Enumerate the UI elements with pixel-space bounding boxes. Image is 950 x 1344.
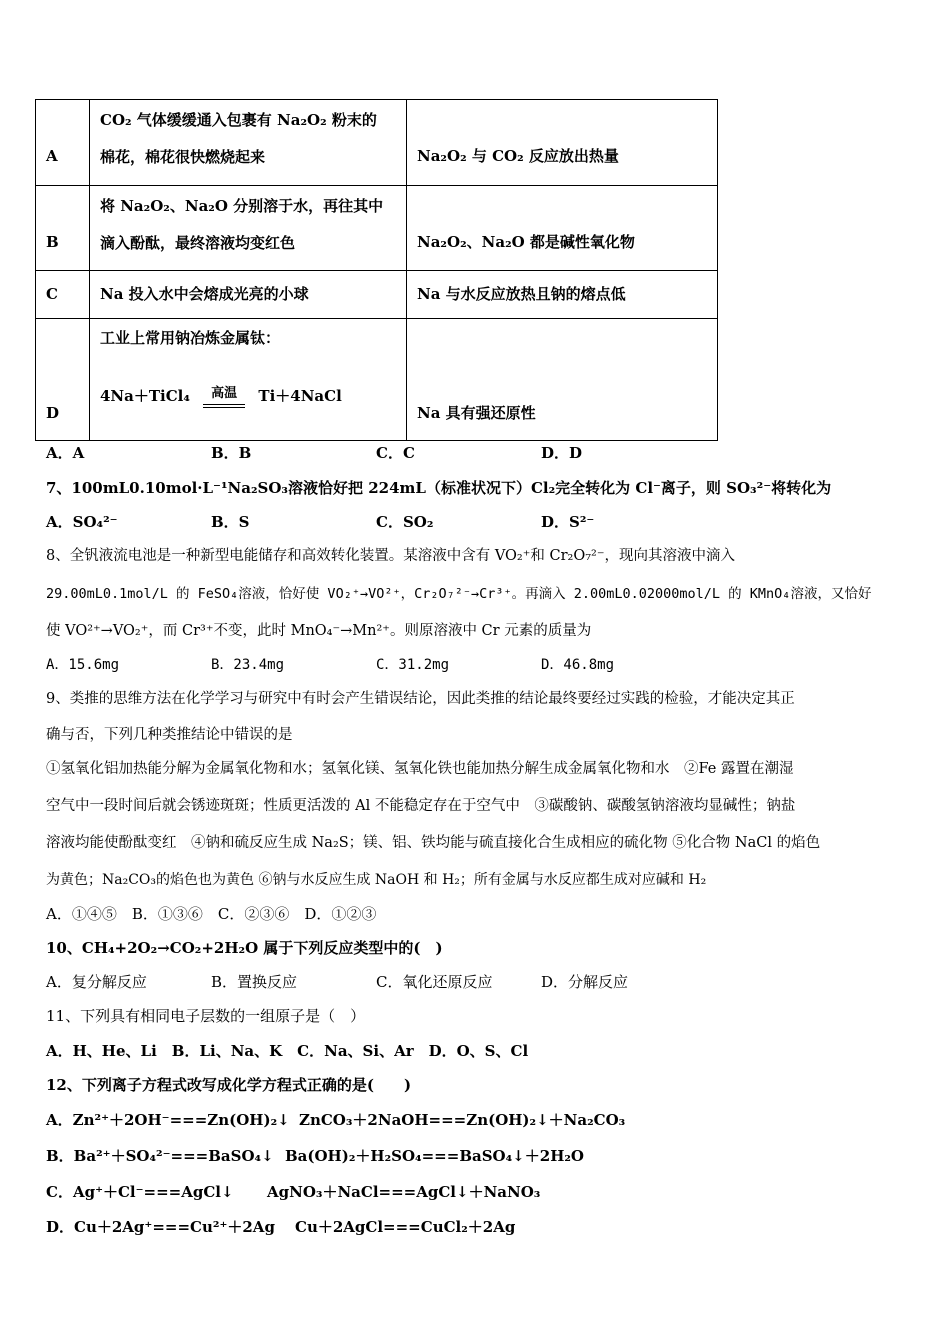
option: D．46.8mg (541, 657, 615, 673)
row-label-cell (36, 319, 90, 441)
q11-options: A．H、He、Li B．Li、Na、K C．Na、Si、Ar D．O、S、Cl (46, 1042, 529, 1060)
equation-right: Ti＋4NaCl (258, 387, 342, 405)
q9-stem-line: 9、类推的思维方法在化学学习与研究中有时会产生错误结论，因此类推的结论最终要经过实践的检验，才能决定其正 (46, 691, 795, 707)
phenomenon-cell (90, 100, 407, 186)
q8-stem-line: 使 VO²⁺→VO₂⁺，而 Cr³⁺不变，此时 MnO₄⁻→Mn²⁺。则原溶液中 Cr 元素的质量为 (46, 623, 592, 639)
q7-options (46, 511, 594, 533)
q10-options (46, 971, 628, 993)
phenomenon-cell (90, 186, 407, 271)
molecular-equation: AgNO₃＋NaCl===AgCl↓＋NaNO₃ (267, 1183, 541, 1201)
ionic-equation: C．Ag⁺＋Cl⁻===AgCl↓ (46, 1183, 234, 1201)
q12-option (46, 1109, 625, 1131)
q12-option (46, 1145, 584, 1167)
ionic-equation: A．Zn²⁺＋2OH⁻===Zn(OH)₂↓ (46, 1111, 290, 1129)
q6-options (46, 442, 582, 464)
row-label-cell (36, 271, 90, 319)
explanation-cell (407, 100, 718, 186)
option: B．S (211, 513, 250, 531)
q7-stem: 7、100mL0.10mol·L⁻¹Na₂SO₃溶液恰好把 224mL（标准状况下）Cl₂完全转化为 Cl⁻离子，则 SO₃²⁻将转化为 (46, 479, 832, 497)
reaction-equation (100, 385, 396, 408)
table-row (36, 100, 718, 186)
double-bar (203, 404, 245, 408)
option: C．SO₂ (376, 513, 434, 531)
q9-stem-line: ①氢氧化铝加热能分解为金属氧化物和水；氢氧化镁、氢氧化铁也能加热分解生成金属氧化物和水 ②Fe 露置在潮湿 (46, 761, 794, 777)
ionic-equation: B．Ba²⁺＋SO₄²⁻===BaSO₄↓ (46, 1147, 274, 1165)
row-label: A (46, 147, 58, 165)
q12-stem: 12、下列离子方程式改写成化学方程式正确的是( ) (46, 1076, 412, 1094)
phenomenon-line: 将 Na₂O₂、Na₂O 分别溶于水，再往其中 (100, 197, 384, 215)
q12-option (46, 1216, 515, 1238)
molecular-equation: ZnCO₃＋2NaOH===Zn(OH)₂↓＋Na₂CO₃ (299, 1111, 626, 1129)
molecular-equation: Ba(OH)₂＋H₂SO₄===BaSO₄↓＋2H₂O (285, 1147, 584, 1165)
phenomenon-cell (90, 319, 407, 441)
option: C．氧化还原反应 (376, 973, 493, 991)
row-label: B (46, 233, 59, 251)
explanation-cell (407, 186, 718, 271)
q11-stem: 11、下列具有相同电子层数的一组原子是（ ） (46, 1007, 366, 1025)
option: B．置换反应 (211, 973, 298, 991)
q10-stem: 10、CH₄+2O₂→CO₂+2H₂O 属于下列反应类型中的( ) (46, 939, 443, 957)
q8-stem-line: 29.00mL0.1mol/L 的 FeSO₄溶液，恰好使 VO₂⁺→VO²⁺，Cr₂O₇²⁻→Cr³⁺。再滴入 2.00mL0.02000mol/L 的 KMnO₄溶液，又恰好 (46, 586, 872, 602)
q12-option (46, 1181, 540, 1203)
table-row (36, 271, 718, 319)
option: C．31.2mg (376, 657, 450, 673)
phenomenon-line: 滴入酚酞，最终溶液均变红色 (100, 234, 296, 252)
option: D．S²⁻ (541, 513, 595, 531)
row-label-cell (36, 100, 90, 186)
table-row (36, 186, 718, 271)
row-label: D (46, 404, 60, 422)
ionic-equation: D．Cu＋2Ag⁺===Cu²⁺＋2Ag (46, 1218, 275, 1236)
phenomenon-line: CO₂ 气体缓缓通入包裹有 Na₂O₂ 粉末的 (100, 111, 377, 129)
explanation-text: Na 与水反应放热且钠的熔点低 (417, 285, 626, 303)
row-label-cell (36, 186, 90, 271)
phenomenon-line: Na 投入水中会熔成光亮的小球 (100, 285, 309, 303)
equals-sign-with-condition (203, 386, 245, 408)
equation-left: 4Na＋TiCl₄ (100, 387, 190, 405)
q9-options: A．①④⑤ B．①③⑥ C．②③⑥ D．①②③ (46, 905, 377, 923)
option: D．D (541, 444, 583, 462)
q9-stem-line: 确与否，下列几种类推结论中错误的是 (46, 727, 293, 743)
explanation-cell (407, 319, 718, 441)
experiment-table (35, 99, 718, 441)
reaction-condition: 高温 (211, 386, 238, 401)
option: C．C (376, 444, 415, 462)
explanation-text: Na₂O₂、Na₂O 都是碱性氧化物 (417, 233, 635, 251)
q9-stem-line: 溶液均能使酚酞变红 ④钠和硫反应生成 Na₂S；镁、铝、铁均能与硫直接化合生成相应的硫化物 ⑤化合物 NaCl 的焰色 (46, 835, 821, 851)
q9-stem-line: 为黄色；Na₂CO₃的焰色也为黄色 ⑥钠与水反应生成 NaOH 和 H₂；所有金属与水反应都生成对应碱和 H₂ (46, 872, 707, 888)
option: D．分解反应 (541, 973, 629, 991)
option: A．15.6mg (46, 657, 120, 673)
q9-stem-line: 空气中一段时间后就会锈迹斑斑；性质更活泼的 Al 不能稳定存在于空气中 ③碳酸钠、碳酸氢钠溶液均显碱性；钠盐 (46, 798, 796, 814)
q8-options (46, 654, 614, 676)
q8-stem-line: 8、全钒液流电池是一种新型电能储存和高效转化装置。某溶液中含有 VO₂⁺和 Cr₂O₇²⁻，现向其溶液中滴入 (46, 548, 736, 564)
option: B．B (211, 444, 252, 462)
phenomenon-line: 棉花，棉花很快燃烧起来 (100, 148, 266, 166)
molecular-equation: Cu＋2AgCl===CuCl₂＋2Ag (295, 1218, 516, 1236)
option: B．23.4mg (211, 657, 285, 673)
explanation-text: Na₂O₂ 与 CO₂ 反应放出热量 (417, 147, 619, 165)
table-row (36, 319, 718, 441)
phenomenon-line: 工业上常用钠冶炼金属钛： (100, 329, 281, 347)
explanation-text: Na 具有强还原性 (417, 404, 536, 422)
phenomenon-cell (90, 271, 407, 319)
explanation-cell (407, 271, 718, 319)
option: A．SO₄²⁻ (46, 513, 118, 531)
option: A．复分解反应 (46, 973, 147, 991)
option: A．A (46, 444, 85, 462)
row-label: C (46, 285, 58, 303)
